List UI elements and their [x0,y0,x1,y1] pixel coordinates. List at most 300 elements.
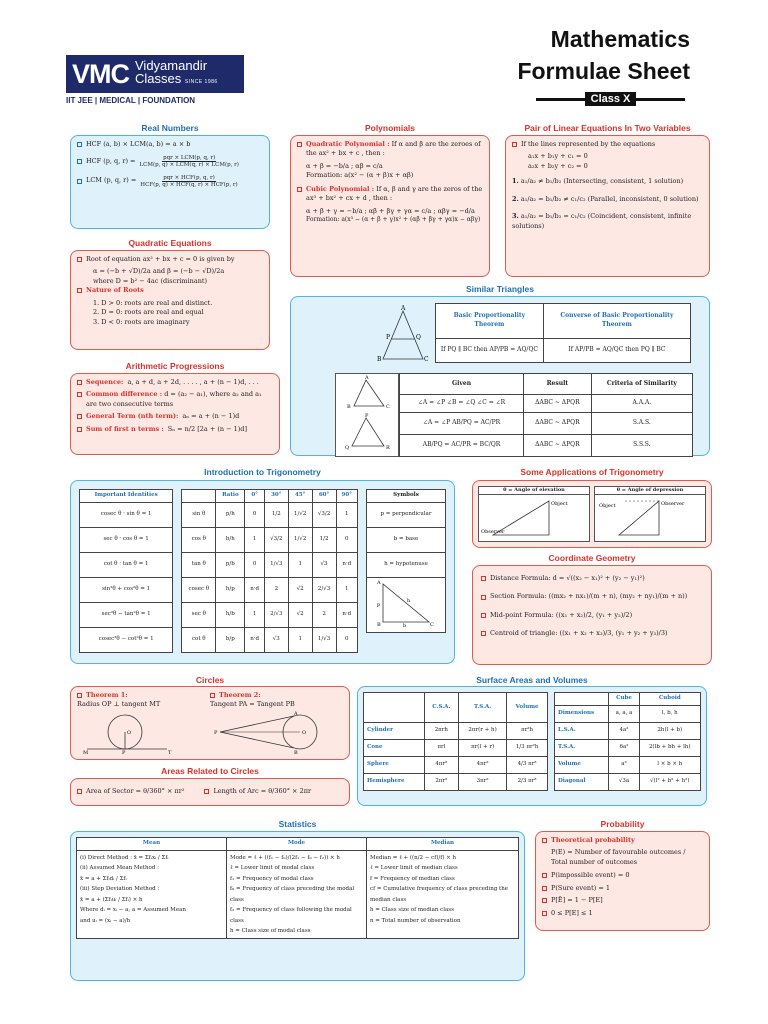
seq-value: a, a + d, a + 2d, . . . . , a + (n − 1)d, . . . [127,378,259,386]
linear-eq2: a₂x + b₂y + c₂ = 0 [528,161,588,170]
cube-cuboid-cell: 2(lb + bh + lh) [639,739,700,756]
bullet-icon [77,693,82,698]
theorem1-panel [77,691,210,757]
hcf3-lhs: HCF (p, q, r) = [86,157,136,166]
trig-ratio-table [181,489,358,653]
tri2-r: R [386,445,390,451]
apps-box [472,480,712,548]
trig-ratio-header-cell: 45° [288,490,312,503]
quadratic-intro: Root of equation ax² + bx + c = 0 is given by [86,255,235,263]
cube-cuboid-cell: l × b × h [639,756,700,773]
lcm3-den: HCF(p, q) × HCF(q, r) × HCF(p, r) [140,181,238,188]
solid-cell: 2πr² [424,773,458,790]
t1-o: O [127,729,132,736]
bullet-icon [542,898,547,903]
mode-cell [227,850,367,939]
linear-title: Pair of Linear Equations In Two Variables [524,123,691,133]
similarity-criteria-table [399,373,693,457]
prob-box [535,831,710,931]
label-p: P [386,334,391,341]
trig-ratio-cell: √2 [288,602,312,627]
identity-5: sec²θ − tan²θ = 1 [80,602,173,627]
elev-object: Object [551,501,568,508]
solid-header-cell: Volume [507,693,548,723]
bullet-icon [77,789,82,794]
trig-ratio-row [182,602,358,627]
nature-1: 1. D > 0: roots are real and distinct. [93,298,213,307]
trig-ratio-cell: 0 [336,627,358,652]
trig-ratio-cell: 1 [288,552,312,577]
similar-title: Similar Triangles [465,284,535,294]
trig-ratio-cell: b/h [216,527,245,552]
label-c: C [424,356,429,363]
theoretical-label: Theoretical probability [551,836,635,844]
lcm3-lhs: LCM (p, q, r) = [86,176,137,185]
t2-b: B [294,749,298,754]
case3-text: (Coincident, consistent, infinite solutions) [512,212,692,230]
mode-formula: Mode = ℓ + ((f₁ − f₀)/(2f₁ − f₀ − f₂)) × h [230,854,340,861]
surface-box [357,686,707,806]
cube-cuboid-cell: a, a, a [609,705,639,722]
identity-4: sin²θ + cos²θ = 1 [80,577,173,602]
quad-poly-text: If α and β are the zeroes of the ax² + bx + c , then : [306,140,481,158]
aaa-given: ∠A = ∠P ∠B = ∠Q ∠C = ∠R [400,395,524,413]
t1-t: T [168,749,172,754]
trig-ratio-cell: 0 [245,502,265,527]
trig-ratio-cell: 1 [336,502,358,527]
trig-box [70,480,455,664]
brand-since: SINCE 1986 [184,79,218,85]
trig-ratio-cell: √3 [312,552,336,577]
trig-ratio-cell: 1/√2 [288,527,312,552]
cube-cuboid-cell: Diagonal [555,773,609,790]
areas-title: Areas Related to Circles [161,766,259,776]
identity-2: sec θ · cos θ = 1 [80,527,173,552]
solid-cell: Cylinder [364,722,425,739]
trig-ratio-header-cell: 60° [312,490,336,503]
cube-cuboid-cell: √(l² + b² + h²) [639,773,700,790]
trig-ratio-header-cell: Ratio [216,490,245,503]
surface-title: Surface Areas and Volumes [476,675,588,685]
trig-ratio-cell: √3/2 [264,527,288,552]
solid-header-cell: C.S.A. [424,693,458,723]
cubic-poly-text: If α, β and γ are the zeros of the ax³ + bx² + cx + d , then : [306,184,483,203]
criteria-header: Criteria of Similarity [591,374,692,395]
ap-title: Arithmetic Progressions [125,361,225,371]
coord-box [472,565,712,665]
solids-table [363,692,548,791]
symbols-header: Symbols [367,490,446,503]
bpt-formula: If PQ ∥ BC then AP/PB = AQ/QC [436,339,544,363]
trig-ratio-cell: h/p [216,577,245,602]
bullet-icon [77,179,82,184]
cubic-poly-formation: Formation: a(x³ − (α + β + γ)x² + (αβ + βγ + γα)x − αβγ) [306,215,481,223]
cube-cuboid-cell: L.S.A. [555,722,609,739]
cube-cuboid-header-row [555,693,701,706]
cd-value: d = (a₂ − a₁), where a₂ and a₁ are two consecutive terms [86,390,262,408]
cube-cuboid-header-cell: Cube [609,693,639,706]
cube-cuboid-cell: 4a² [609,722,639,739]
aaa-result: ΔABC ~ ΔPQR [524,395,592,413]
similar-triangles-diagram [336,374,398,456]
median-f: f = Frequency of median class [370,875,455,882]
solid-header-row [364,693,548,723]
symbol-h: h = hypotenuse [367,552,446,577]
trig-ratio-cell: n·d [245,577,265,602]
linear-box [505,135,710,277]
trig-ratio-header-row [182,490,358,503]
bullet-icon [77,159,82,164]
dep-object: Object [599,503,616,510]
mean-u: and uᵢ = (xᵢ − a)/h [80,917,131,924]
tri1-c: C [386,404,390,410]
trig-ratio-cell: 1/√3 [264,552,288,577]
gt-label: General Term (nth term): [86,412,179,421]
median-header: Median [367,838,519,851]
solid-cell: 2πr(r + h) [458,722,506,739]
trig-ratio-cell: sec θ [182,602,216,627]
bullet-icon [512,142,517,147]
bpt-triangle-diagram [297,303,429,363]
aaa-criteria: A.A.A. [591,395,692,413]
bullet-icon [297,142,302,147]
tri1-a: A [365,375,369,381]
mode-header: Mode [227,838,367,851]
trig-ratio-cell: 1/√2 [288,502,312,527]
solid-cell: 4πr² [424,756,458,773]
mean-assumed: (ii) Assumed Mean Method : [80,865,159,872]
cube-cuboid-cell: l, b, h [639,705,700,722]
gt-value: aₙ = a + (n − 1)d [182,412,240,421]
linear-intro: If the lines represented by the equations [521,140,656,148]
solid-cell: πrl [424,739,458,756]
cbpt-formula: If AP/PB = AQ/QC then PQ ∥ BC [543,339,690,363]
bullet-icon [77,257,82,262]
trig-ratio-header-cell: 90° [336,490,358,503]
median-cf: cf = Cumulative frequency of class preceding the median class [370,886,509,903]
rt-b: B [377,621,381,628]
cubic-poly-relations: α + β + γ = −b/a ; αβ + βγ + γα = c/a ; αβγ = −d/a [306,206,475,215]
identity-3: cot θ · tan θ = 1 [80,552,173,577]
trig-ratio-cell: √3 [264,627,288,652]
centroid-formula: Centroid of triangle: ((x₁ + x₂ + x₃)/3, (y₁ + y₂ + y₃)/3) [490,629,668,638]
mode-l: ℓ = Lower limit of modal class [230,865,315,872]
trig-title: Introduction to Trigonometry [204,467,321,477]
mode-f0: f₀ = Frequency of class preceding the modal class [230,886,355,903]
trig-ratio-cell: 0 [336,527,358,552]
nature-3: 3. D < 0: roots are imaginary [93,317,190,326]
bullet-icon [77,392,82,397]
tri2-q: Q [345,445,350,451]
solid-cell: 4/3 πr³ [507,756,548,773]
median-h: h = Class size of median class [370,907,454,914]
bullet-icon [77,288,82,293]
symbols-panel [366,489,446,653]
bullet-icon [210,693,215,698]
solid-header-cell [364,693,425,723]
result-header: Result [524,374,592,395]
median-n: n = Total number of observation [370,917,461,924]
polynomials-title: Polynomials [364,123,416,133]
cube-cuboid-cell: √3a [609,773,639,790]
tagline: IIT JEE | MEDICAL | FOUNDATION [66,96,196,105]
similar-box [290,296,710,456]
hcf3-num: pqr × LCM(p, q, r) [163,155,216,162]
cube-cuboid-table [554,692,701,791]
identities-header: Important Identities [80,490,173,503]
trig-ratio-cell: 1/2 [312,527,336,552]
trig-ratio-header-cell [182,490,216,503]
cube-cuboid-row [555,705,701,722]
bullet-icon [542,838,547,843]
sum-label: Sum of first n terms : [86,424,164,433]
quadratic-roots: α = (−b + √D)/2a and β = (−b − √D)/2a [93,267,225,276]
sector-formula: Area of Sector = θ/360° × πr² [86,787,185,796]
case1-text: (Intersecting, consistent, 1 solution) [563,177,684,186]
rt-h: h [407,597,411,604]
t2-p: P [214,729,218,736]
bullet-icon [481,595,486,600]
cube-cuboid-header-cell [555,693,609,706]
nature-2: 2. D = 0: roots are real and equal [93,308,204,317]
trig-ratio-cell: 1 [245,527,265,552]
solid-cell: Cone [364,739,425,756]
depression-panel [594,486,706,542]
mode-h: h = Class size of modal class [230,928,311,935]
brand-line1: Vidyamandir [135,58,208,73]
cube-cuboid-cell: Dimensions [555,705,609,722]
solid-cell: Sphere [364,756,425,773]
trig-ratio-cell: n·d [245,627,265,652]
section-formula: Section Formula: ((mx₂ + nx₁)/(m + n), (my₂ + ny₁)/(m + n)) [490,592,688,601]
quadratic-box [70,250,270,350]
stats-table [76,837,519,939]
brand-name [135,59,218,89]
rt-a: A [377,579,381,586]
sas-criteria: S.A.S. [591,413,692,435]
bullet-icon [481,631,486,636]
theorem1-diagram [77,710,207,754]
hcf-lcm-formula: HCF (a, b) × LCM(a, b) = a × b [86,140,191,148]
case1-cond: a₁/a₂ ≠ b₁/b₂ [520,177,562,186]
rt-p: p [377,601,381,608]
median-cell [367,850,519,939]
bullet-icon [77,380,82,385]
quad-poly-label: Quadratic Polynomial : [306,140,390,148]
sas-given: ∠A = ∠P AB/PQ = AC/PR [400,413,524,435]
case1-num: 1. [512,177,519,186]
solid-cell: πr²h [507,722,548,739]
solid-cell: 1/3 πr²h [507,739,548,756]
bpt-header: Basic Proportionality Theorem [436,304,544,339]
mean-direct: (i) Direct Method : x̄ = Σfᵢxᵢ / Σfᵢ [80,854,169,861]
mean-header: Mean [77,838,227,851]
similarity-triangles-panel [335,373,399,457]
trig-ratio-cell: p/b [216,552,245,577]
cube-cuboid-row [555,773,701,790]
elevation-diagram [479,495,589,541]
sum-value: Sₙ = n/2 [2a + (n − 1)d] [167,424,247,433]
mean-step-formula: x̄ = a + (Σfᵢuᵢ / Σfᵢ) × h [80,896,143,903]
elevation-label: θ = Angle of elevation [479,487,589,495]
tri1-b: B [347,404,351,410]
trig-ratio-row [182,552,358,577]
label-q: Q [416,334,421,341]
mode-f2: f₂ = Frequency of class following the modal class [230,907,352,924]
trig-ratio-row [182,502,358,527]
dep-observer: Observer [661,501,685,508]
page-title: Mathematics [550,26,690,52]
trig-ratio-cell: h/b [216,602,245,627]
tri2-p: P [365,413,369,419]
elevation-panel [478,486,590,542]
theorem1-text: Radius OP ⊥ tangent MT [77,700,161,709]
lcm3-frac [140,175,237,188]
real-numbers-box [70,135,270,229]
mean-where: Where dᵢ = xᵢ − a, a = Assumed Mean [80,907,186,914]
trig-ratio-cell: cot θ [182,627,216,652]
ap-box [70,373,280,455]
trig-ratio-cell: 0 [245,552,265,577]
solid-cell: 3πr² [458,773,506,790]
trig-ratio-cell: n·d [336,552,358,577]
mean-cell [77,850,227,939]
trig-ratio-cell: tan θ [182,552,216,577]
sss-result: ΔABC ~ ΔPQR [524,435,592,457]
coord-title: Coordinate Geometry [548,553,636,563]
mean-step: (iii) Step Deviation Method : [80,886,160,893]
mode-f1: f₁ = Frequency of modal class [230,875,314,882]
cbpt-header: Converse of Basic Proportionality Theorem [543,304,690,339]
identity-1: cosec θ · sin θ = 1 [80,502,173,527]
areas-box [70,778,350,806]
cubic-poly-label: Cubic Polynomial : [306,184,375,193]
brand-line2: Classes [135,71,182,86]
class-label [536,91,685,107]
logo-text: VMC [72,58,129,89]
trig-ratio-row [182,627,358,652]
cd-label: Common difference : [86,390,163,399]
bullet-icon [542,886,547,891]
solid-row [364,773,548,790]
arc-formula: Length of Arc = θ/360° × 2πr [213,787,312,796]
rt-base: b [403,622,407,628]
class-text: Class X [585,92,637,106]
trig-ratio-row [182,577,358,602]
trig-ratio-cell: √2 [288,577,312,602]
seq-label: Sequence: [86,378,124,386]
trig-ratio-cell: 1/2 [264,502,288,527]
trig-ratio-cell: 2 [312,602,336,627]
cube-cuboid-row [555,722,701,739]
depression-diagram [595,495,705,541]
sss-criteria: S.S.S. [591,435,692,457]
t1-p: P [122,749,126,754]
case2-cond: a₁/a₂ = b₁/b₂ ≠ c₁/c₂ [520,194,586,203]
trig-ratio-cell: sin θ [182,502,216,527]
cube-cuboid-row [555,739,701,756]
distance-formula: Distance Formula: d = √((x₂ − x₁)² + (y₂ − y₁)²) [490,574,645,582]
trig-ratio-cell: n·d [336,602,358,627]
symbol-p: p = perpendicular [367,502,446,527]
trig-ratio-cell: b/p [216,627,245,652]
real-numbers-title: Real Numbers [141,123,199,133]
identity-6: cosec²θ − cot²θ = 1 [80,627,173,652]
impossible-event: P(impossible event) = 0 [551,871,630,880]
theorem1-label: Theorem 1: [86,691,128,699]
given-header: Given [400,374,524,395]
theorem2-text: Tangent PA = Tangent PB [210,700,295,709]
bullet-icon [77,414,82,419]
solid-row [364,722,548,739]
trig-ratio-cell: 1/√3 [312,627,336,652]
theorem2-panel [210,691,343,757]
bullet-icon [204,789,209,794]
midpoint-formula: Mid-point Formula: ((x₁ + x₂)/2, (y₁ + y₂)/2) [490,610,633,619]
bullet-icon [542,873,547,878]
solid-row [364,739,548,756]
probability-range: 0 ≤ P[E] ≤ 1 [551,908,593,917]
polynomials-box [290,135,490,277]
sure-event: P(Sure event) = 1 [551,883,610,892]
median-formula: Median = ℓ + ((n/2 − cf)/f) × h [370,854,457,861]
complement-event: P[Ē] = 1 − P[E] [551,896,603,905]
quad-poly-relations: α + β = −b/a ; αβ = c/a [306,161,383,170]
cube-cuboid-header-cell: Cuboid [639,693,700,706]
stats-box [70,831,525,981]
t2-a: A [294,710,298,717]
stats-title: Statistics [278,819,317,829]
elev-observer: Observer [481,529,505,536]
vmc-logo [66,55,244,93]
hcf3-den: LCM(p, q) × LCM(q, r) × LCM(p, r) [139,162,239,169]
solid-row [364,756,548,773]
apps-title: Some Applications of Trigonometry [520,467,664,477]
bpt-table [435,303,691,363]
trig-ratio-cell: √3/2 [312,502,336,527]
sss-given: AB/PQ = AC/PR = BC/QR [400,435,524,457]
trig-ratio-cell: cosec θ [182,577,216,602]
solid-cell: 2πrh [424,722,458,739]
trig-ratio-header-cell: 30° [264,490,288,503]
bullet-icon [542,911,547,916]
cube-cuboid-cell: 6a² [609,739,639,756]
sas-result: ΔABC ~ ΔPQR [524,413,592,435]
trig-ratio-cell: 2/√3 [264,602,288,627]
cube-cuboid-cell: 2h(l + b) [639,722,700,739]
bullet-icon [77,142,82,147]
trig-ratio-cell: 2/√3 [312,577,336,602]
lcm3-num: pqr × HCF(p, q, r) [163,174,215,181]
solid-cell: Hemisphere [364,773,425,790]
hcf3-frac [140,155,239,168]
cube-cuboid-cell: Volume [555,756,609,773]
t1-m: M [83,749,89,754]
identities-table [79,489,173,653]
probability-formula: P(E) = Number of favourable outcomes / Total number of outcomes [551,848,686,866]
circles-box [70,686,350,760]
bullet-icon [297,187,302,192]
trig-ratio-header-cell: 0° [245,490,265,503]
label-a: A [401,305,406,312]
bullet-icon [481,613,486,618]
page-subtitle: Formulae Sheet [517,58,690,84]
depression-label: θ = Angle of depression [595,487,705,495]
rt-c: C [430,621,434,628]
case3-num: 3. [512,212,519,221]
prob-title: Probability [600,819,645,829]
median-l: ℓ = Lower limit of median class [370,865,458,872]
